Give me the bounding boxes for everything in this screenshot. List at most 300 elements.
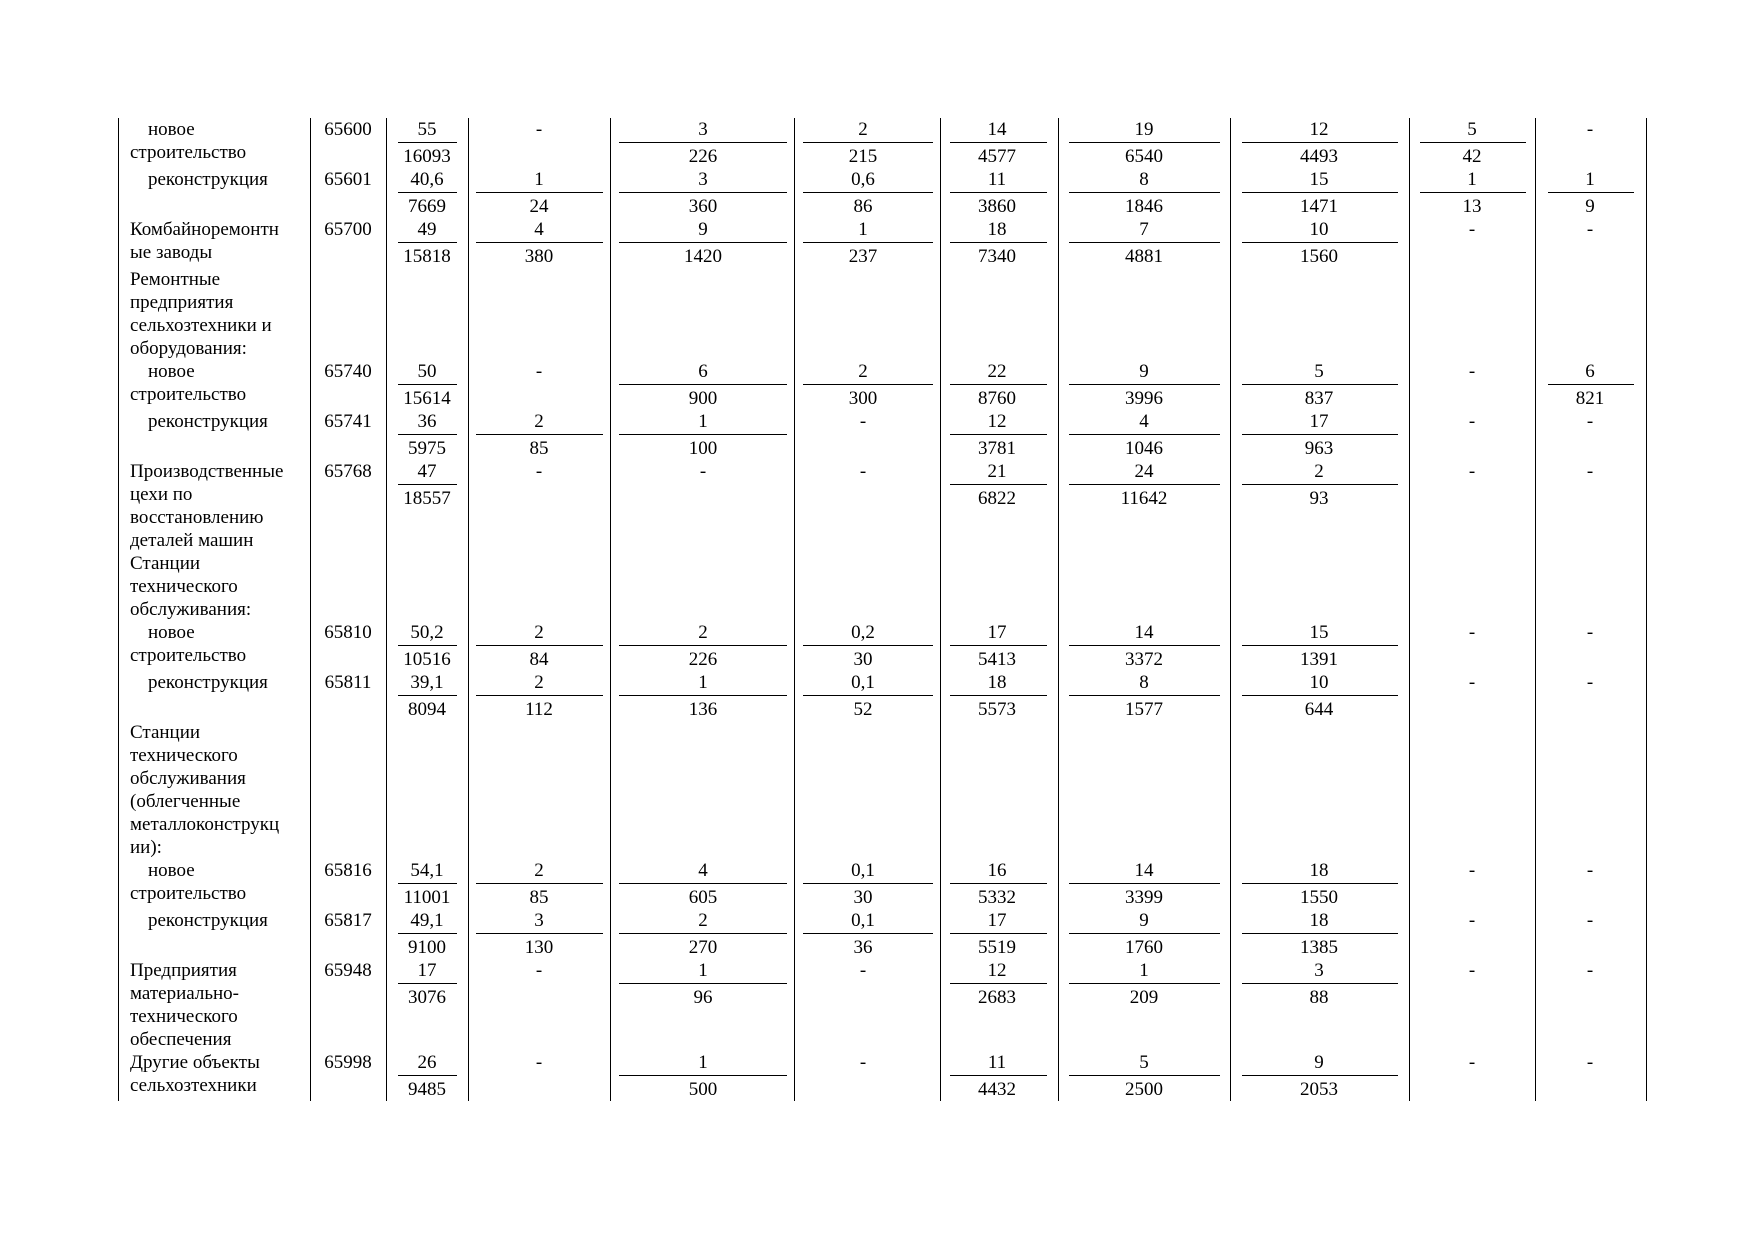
- row-label: Другие объекты: [130, 1052, 260, 1073]
- cell-denominator: 136: [688, 699, 718, 720]
- cell-numerator: 54,1: [410, 860, 444, 881]
- cell-denominator: 6822: [978, 488, 1016, 509]
- cell-numerator: 1: [858, 219, 868, 240]
- cell-value: -: [535, 119, 543, 140]
- fraction-line: [398, 484, 457, 485]
- fraction-line: [1242, 484, 1398, 485]
- cell-denominator: 4881: [1125, 246, 1163, 267]
- cell-denominator: 270: [688, 937, 718, 958]
- cell-denominator: 112: [525, 699, 553, 720]
- cell-value: -: [859, 461, 867, 482]
- fraction-line: [803, 933, 933, 934]
- row-label: обеспечения: [130, 1029, 232, 1050]
- cell-value: -: [1586, 411, 1594, 432]
- fraction-line: [398, 933, 457, 934]
- row-label: технического: [130, 1006, 238, 1027]
- fraction-line: [803, 142, 933, 143]
- cell-value: -: [1586, 219, 1594, 240]
- cell-numerator: 26: [417, 1052, 437, 1073]
- row-label: предприятия: [130, 292, 234, 313]
- cell-numerator: 2: [1314, 461, 1324, 482]
- cell-denominator: 1846: [1125, 196, 1163, 217]
- cell-numerator: 4: [534, 219, 544, 240]
- fraction-line: [950, 883, 1047, 884]
- cell-denominator: 1385: [1300, 937, 1338, 958]
- cell-numerator: 24: [1134, 461, 1154, 482]
- fraction-line: [1069, 1075, 1220, 1076]
- cell-numerator: 2: [698, 622, 708, 643]
- cell-numerator: 2: [698, 910, 708, 931]
- fraction-line: [1242, 883, 1398, 884]
- row-label: строительство: [130, 142, 247, 163]
- fraction-line: [398, 883, 457, 884]
- cell-denominator: 15614: [403, 388, 451, 409]
- cell-denominator: 3860: [978, 196, 1016, 217]
- cell-numerator: 0,1: [851, 860, 875, 881]
- row-label: Станции: [130, 553, 201, 574]
- row-code: 65810: [324, 622, 372, 643]
- cell-numerator: 11: [987, 169, 1007, 190]
- fraction-line: [398, 983, 457, 984]
- cell-denominator: 7340: [978, 246, 1016, 267]
- cell-numerator: 11: [987, 1052, 1007, 1073]
- column-rule-1: [310, 118, 311, 1101]
- cell-denominator: 1391: [1300, 649, 1338, 670]
- column-rule-9: [1409, 118, 1410, 1101]
- cell-numerator: 10: [1309, 219, 1329, 240]
- cell-numerator: 17: [417, 960, 437, 981]
- cell-denominator: 130: [524, 937, 554, 958]
- row-code: 65817: [324, 910, 372, 931]
- fraction-line: [1069, 434, 1220, 435]
- cell-value: -: [1586, 119, 1594, 140]
- fraction-line: [1242, 1075, 1398, 1076]
- row-label: обслуживания: [130, 768, 246, 789]
- row-code: 65816: [324, 860, 372, 881]
- cell-denominator: 4577: [978, 146, 1016, 167]
- fraction-line: [1069, 883, 1220, 884]
- cell-numerator: 12: [987, 960, 1007, 981]
- cell-numerator: 49: [417, 219, 437, 240]
- cell-denominator: 86: [853, 196, 873, 217]
- fraction-line: [398, 242, 457, 243]
- fraction-line: [398, 192, 457, 193]
- cell-numerator: 18: [987, 672, 1007, 693]
- cell-denominator: 9: [1585, 196, 1595, 217]
- row-label: технического: [130, 745, 238, 766]
- cell-denominator: 215: [848, 146, 878, 167]
- cell-value: -: [859, 960, 867, 981]
- cell-value: -: [859, 411, 867, 432]
- fraction-line: [619, 645, 787, 646]
- cell-numerator: 1: [1139, 960, 1149, 981]
- fraction-line: [950, 1075, 1047, 1076]
- cell-denominator: 900: [688, 388, 718, 409]
- fraction-line: [950, 142, 1047, 143]
- cell-denominator: 1577: [1125, 699, 1163, 720]
- cell-denominator: 1550: [1300, 887, 1338, 908]
- row-label: реконструкция: [148, 411, 268, 432]
- row-label: новое: [148, 119, 195, 140]
- fraction-line: [476, 242, 603, 243]
- fraction-line: [1420, 142, 1526, 143]
- fraction-line: [1069, 645, 1220, 646]
- cell-numerator: 3: [1314, 960, 1324, 981]
- cell-denominator: 5975: [408, 438, 446, 459]
- cell-denominator: 5573: [978, 699, 1016, 720]
- fraction-line: [476, 883, 603, 884]
- cell-denominator: 9100: [408, 937, 446, 958]
- cell-denominator: 11001: [403, 887, 451, 908]
- cell-value: -: [1586, 672, 1594, 693]
- cell-numerator: 2: [534, 860, 544, 881]
- row-label: сельхозтехники и: [130, 315, 272, 336]
- fraction-line: [619, 883, 787, 884]
- fraction-line: [619, 384, 787, 385]
- fraction-line: [803, 695, 933, 696]
- cell-numerator: 47: [417, 461, 437, 482]
- cell-value: -: [535, 361, 543, 382]
- row-label: новое: [148, 361, 195, 382]
- cell-value: -: [1586, 860, 1594, 881]
- cell-value: -: [1468, 960, 1476, 981]
- cell-value: -: [1586, 622, 1594, 643]
- fraction-line: [1242, 983, 1398, 984]
- cell-numerator: 14: [1134, 860, 1154, 881]
- data-table: [118, 118, 1646, 1101]
- fraction-line: [476, 434, 603, 435]
- cell-numerator: 2: [534, 622, 544, 643]
- fraction-line: [1548, 192, 1634, 193]
- row-label: обслуживания:: [130, 599, 252, 620]
- fraction-line: [1548, 384, 1634, 385]
- cell-value: -: [1468, 1052, 1476, 1073]
- fraction-line: [476, 645, 603, 646]
- fraction-line: [619, 1075, 787, 1076]
- cell-numerator: 4: [1139, 411, 1149, 432]
- cell-value: -: [859, 1052, 867, 1073]
- cell-denominator: 1560: [1300, 246, 1338, 267]
- fraction-line: [950, 695, 1047, 696]
- cell-numerator: 18: [1309, 860, 1329, 881]
- row-label: строительство: [130, 645, 247, 666]
- fraction-line: [398, 384, 457, 385]
- cell-numerator: 39,1: [410, 672, 444, 693]
- cell-numerator: 36: [417, 411, 437, 432]
- cell-numerator: 3: [534, 910, 544, 931]
- fraction-line: [950, 434, 1047, 435]
- fraction-line: [398, 434, 457, 435]
- cell-denominator: 42: [1462, 146, 1482, 167]
- row-label: Ремонтные: [130, 269, 221, 290]
- row-label: строительство: [130, 883, 247, 904]
- fraction-line: [950, 484, 1047, 485]
- cell-value: -: [535, 1052, 543, 1073]
- cell-denominator: 1420: [684, 246, 722, 267]
- cell-denominator: 8094: [408, 699, 446, 720]
- cell-denominator: 3781: [978, 438, 1016, 459]
- cell-numerator: 19: [1134, 119, 1154, 140]
- cell-denominator: 2683: [978, 987, 1016, 1008]
- fraction-line: [1420, 192, 1526, 193]
- cell-denominator: 100: [688, 438, 718, 459]
- cell-denominator: 24: [529, 196, 549, 217]
- fraction-line: [803, 883, 933, 884]
- cell-denominator: 500: [688, 1079, 718, 1100]
- cell-denominator: 963: [1304, 438, 1334, 459]
- row-label: Производственные: [130, 461, 284, 482]
- cell-denominator: 93: [1309, 488, 1329, 509]
- row-label: (облегченные: [130, 791, 241, 812]
- cell-denominator: 3996: [1125, 388, 1163, 409]
- fraction-line: [619, 192, 787, 193]
- cell-numerator: 16: [987, 860, 1007, 881]
- cell-denominator: 18557: [403, 488, 451, 509]
- cell-value: -: [1468, 622, 1476, 643]
- cell-value: -: [1468, 672, 1476, 693]
- fraction-line: [803, 384, 933, 385]
- cell-denominator: 9485: [408, 1079, 446, 1100]
- cell-denominator: 209: [1129, 987, 1159, 1008]
- fraction-line: [803, 242, 933, 243]
- fraction-line: [1069, 242, 1220, 243]
- fraction-line: [1242, 645, 1398, 646]
- cell-numerator: 17: [987, 622, 1007, 643]
- fraction-line: [950, 983, 1047, 984]
- cell-value: -: [1468, 219, 1476, 240]
- cell-numerator: 1: [698, 672, 708, 693]
- cell-value: -: [535, 461, 543, 482]
- row-code: 65740: [324, 361, 372, 382]
- fraction-line: [398, 645, 457, 646]
- row-label: Предприятия: [130, 960, 237, 981]
- column-rule-8: [1230, 118, 1231, 1101]
- row-label: реконструкция: [148, 672, 268, 693]
- cell-denominator: 88: [1309, 987, 1329, 1008]
- cell-denominator: 5413: [978, 649, 1016, 670]
- cell-denominator: 380: [524, 246, 554, 267]
- cell-value: -: [1468, 361, 1476, 382]
- cell-numerator: 9: [1139, 361, 1149, 382]
- cell-numerator: 0,1: [851, 672, 875, 693]
- row-code: 65600: [324, 119, 372, 140]
- cell-numerator: 12: [987, 411, 1007, 432]
- fraction-line: [950, 645, 1047, 646]
- row-label: деталей машин: [130, 530, 254, 551]
- cell-numerator: 50,2: [410, 622, 444, 643]
- row-label: технического: [130, 576, 238, 597]
- cell-numerator: 40,6: [410, 169, 444, 190]
- cell-denominator: 3076: [408, 987, 446, 1008]
- cell-numerator: 5: [1467, 119, 1477, 140]
- cell-numerator: 9: [698, 219, 708, 240]
- fraction-line: [803, 192, 933, 193]
- row-code: 65741: [324, 411, 372, 432]
- cell-numerator: 1: [698, 411, 708, 432]
- cell-numerator: 2: [534, 411, 544, 432]
- cell-numerator: 15: [1309, 622, 1329, 643]
- cell-numerator: 50: [417, 361, 437, 382]
- cell-denominator: 605: [688, 887, 718, 908]
- cell-denominator: 4432: [978, 1079, 1016, 1100]
- row-code: 65601: [324, 169, 372, 190]
- fraction-line: [950, 933, 1047, 934]
- row-label: Станции: [130, 722, 201, 743]
- fraction-line: [1069, 695, 1220, 696]
- cell-denominator: 30: [853, 887, 873, 908]
- cell-numerator: 14: [987, 119, 1007, 140]
- cell-denominator: 1760: [1125, 937, 1163, 958]
- cell-denominator: 2053: [1300, 1079, 1338, 1100]
- cell-denominator: 226: [688, 649, 718, 670]
- cell-value: -: [535, 960, 543, 981]
- cell-numerator: 0,6: [851, 169, 875, 190]
- cell-numerator: 10: [1309, 672, 1329, 693]
- row-label: оборудования:: [130, 338, 247, 359]
- fraction-line: [619, 933, 787, 934]
- cell-numerator: 15: [1309, 169, 1329, 190]
- column-rule-10: [1535, 118, 1536, 1101]
- cell-numerator: 9: [1314, 1052, 1324, 1073]
- cell-denominator: 644: [1304, 699, 1334, 720]
- row-label: цехи по: [130, 484, 193, 505]
- cell-numerator: 2: [534, 672, 544, 693]
- fraction-line: [1069, 933, 1220, 934]
- fraction-line: [1069, 142, 1220, 143]
- cell-numerator: 1: [698, 1052, 708, 1073]
- fraction-line: [476, 192, 603, 193]
- cell-numerator: 17: [1309, 411, 1329, 432]
- cell-denominator: 3399: [1125, 887, 1163, 908]
- cell-denominator: 360: [688, 196, 718, 217]
- row-label: ые заводы: [130, 242, 213, 263]
- cell-numerator: 7: [1139, 219, 1149, 240]
- row-label: материально-: [130, 983, 239, 1004]
- cell-denominator: 84: [529, 649, 549, 670]
- cell-numerator: 6: [1585, 361, 1595, 382]
- fraction-line: [1242, 192, 1398, 193]
- cell-denominator: 837: [1304, 388, 1334, 409]
- row-label: металлоконструкц: [130, 814, 280, 835]
- fraction-line: [476, 933, 603, 934]
- row-label: новое: [148, 860, 195, 881]
- cell-numerator: 1: [698, 960, 708, 981]
- fraction-line: [619, 242, 787, 243]
- cell-denominator: 2500: [1125, 1079, 1163, 1100]
- cell-denominator: 16093: [403, 146, 451, 167]
- fraction-line: [1242, 142, 1398, 143]
- fraction-line: [398, 1075, 457, 1076]
- cell-numerator: 21: [987, 461, 1007, 482]
- cell-numerator: 18: [987, 219, 1007, 240]
- column-rule-0: [118, 118, 119, 1101]
- cell-denominator: 15818: [403, 246, 451, 267]
- fraction-line: [803, 645, 933, 646]
- cell-value: -: [1468, 910, 1476, 931]
- cell-numerator: 6: [698, 361, 708, 382]
- cell-denominator: 85: [529, 887, 549, 908]
- cell-numerator: 14: [1134, 622, 1154, 643]
- cell-denominator: 5519: [978, 937, 1016, 958]
- cell-denominator: 8760: [978, 388, 1016, 409]
- fraction-line: [1069, 983, 1220, 984]
- cell-numerator: 8: [1139, 672, 1149, 693]
- cell-numerator: 4: [698, 860, 708, 881]
- cell-value: -: [1586, 910, 1594, 931]
- fraction-line: [1242, 242, 1398, 243]
- cell-numerator: 2: [858, 119, 868, 140]
- cell-denominator: 7669: [408, 196, 446, 217]
- cell-denominator: 226: [688, 146, 718, 167]
- fraction-line: [1242, 933, 1398, 934]
- cell-numerator: 18: [1309, 910, 1329, 931]
- fraction-line: [1069, 484, 1220, 485]
- cell-numerator: 55: [417, 119, 437, 140]
- cell-denominator: 96: [693, 987, 713, 1008]
- fraction-line: [619, 983, 787, 984]
- cell-denominator: 1046: [1125, 438, 1163, 459]
- cell-denominator: 10516: [403, 649, 451, 670]
- cell-numerator: 3: [698, 169, 708, 190]
- cell-denominator: 52: [853, 699, 873, 720]
- fraction-line: [1242, 434, 1398, 435]
- fraction-line: [1242, 384, 1398, 385]
- cell-denominator: 3372: [1125, 649, 1163, 670]
- row-label: сельхозтехники: [130, 1075, 257, 1096]
- cell-numerator: 1: [534, 169, 544, 190]
- cell-numerator: 0,2: [851, 622, 875, 643]
- cell-denominator: 4493: [1300, 146, 1338, 167]
- fraction-line: [950, 192, 1047, 193]
- cell-denominator: 821: [1575, 388, 1605, 409]
- cell-denominator: 237: [848, 246, 878, 267]
- cell-denominator: 300: [848, 388, 878, 409]
- row-label: ии):: [130, 837, 162, 858]
- row-label: Комбайноремонтн: [130, 219, 279, 240]
- fraction-line: [398, 142, 457, 143]
- cell-numerator: 2: [858, 361, 868, 382]
- row-label: строительство: [130, 384, 247, 405]
- cell-value: -: [1468, 411, 1476, 432]
- fraction-line: [1069, 192, 1220, 193]
- cell-numerator: 1: [1467, 169, 1477, 190]
- cell-value: -: [1468, 461, 1476, 482]
- cell-denominator: 6540: [1125, 146, 1163, 167]
- cell-denominator: 1471: [1300, 196, 1338, 217]
- cell-numerator: 8: [1139, 169, 1149, 190]
- cell-denominator: 13: [1462, 196, 1482, 217]
- fraction-line: [398, 695, 457, 696]
- cell-numerator: 9: [1139, 910, 1149, 931]
- row-code: 65948: [324, 960, 372, 981]
- fraction-line: [950, 384, 1047, 385]
- row-label: восстановлению: [130, 507, 264, 528]
- fraction-line: [1069, 384, 1220, 385]
- cell-value: -: [699, 461, 707, 482]
- fraction-line: [619, 695, 787, 696]
- cell-denominator: 30: [853, 649, 873, 670]
- row-code: 65768: [324, 461, 372, 482]
- cell-denominator: 5332: [978, 887, 1016, 908]
- fraction-line: [476, 695, 603, 696]
- fraction-line: [619, 142, 787, 143]
- row-code: 65700: [324, 219, 372, 240]
- cell-numerator: 49,1: [410, 910, 444, 931]
- cell-numerator: 22: [987, 361, 1007, 382]
- row-label: реконструкция: [148, 910, 268, 931]
- cell-numerator: 5: [1139, 1052, 1149, 1073]
- cell-numerator: 3: [698, 119, 708, 140]
